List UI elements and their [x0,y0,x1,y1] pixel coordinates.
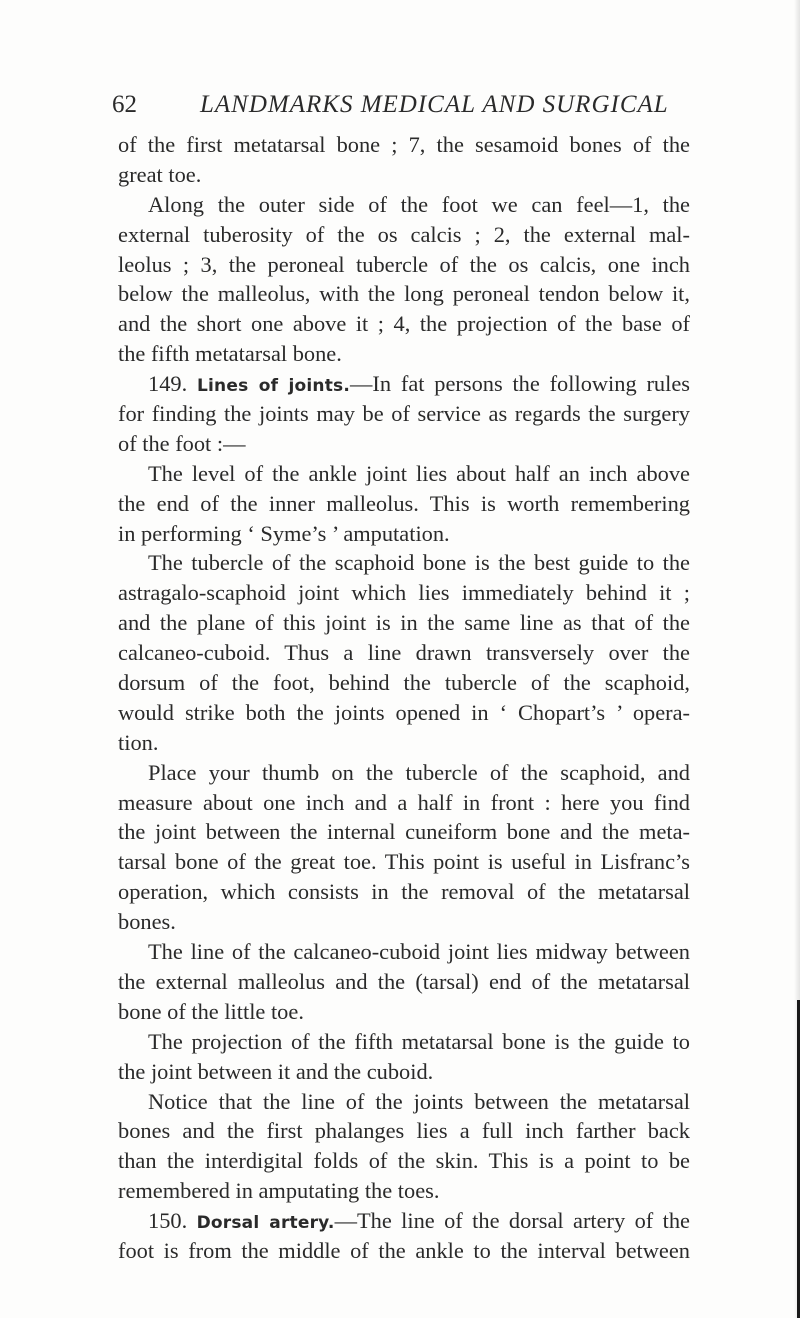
text-line [118,399,690,429]
text-line [118,728,690,758]
line-text: bones. [118,909,176,935]
text-line [118,160,690,190]
text-line [118,698,690,728]
text-line [118,788,690,818]
text-line [118,130,690,160]
line-text: remembered in amputating the toes. [118,1178,440,1204]
section-heading: Lines of joints. [196,376,351,397]
text-line [118,817,690,847]
line-text: calcaneo-cuboid. Thus a line drawn transversely over the [118,640,690,666]
line-text: operation, which consists in the removal of the metatarsal [118,879,690,905]
line-text: The tubercle of the scaphoid bone is the best guide to the [148,550,690,576]
section-number: 150. [148,1208,188,1234]
line-text: bones and the first phalanges lies a full inch farther back [118,1118,690,1144]
text-line [118,489,690,519]
line-text: bone of the little toe. [118,998,304,1024]
line-text: of the first metatarsal bone ; 7, the sesamoid bones of the [118,132,690,157]
line-text: the joint between it and the cuboid. [118,1058,434,1084]
line-text: dorsum of the foot, behind the tubercle of the scaphoid, [118,670,690,696]
text-line [118,429,690,459]
line-text: great toe. [118,161,202,187]
text-line [118,279,690,309]
line-text: Place your thumb on the tubercle of the scaphoid, and [148,759,690,785]
text-line [118,1027,690,1057]
section-number: 149. [148,371,188,397]
line-text: tarsal bone of the great toe. This point is useful in Lisfranc’s [118,849,690,875]
text-line [118,339,690,369]
text-line [118,668,690,698]
line-text: tion. [118,729,159,755]
text-line [118,1206,690,1236]
line-text: The level of the ankle joint lies about half an inch above [148,460,690,486]
text-line [118,877,690,907]
line-text: for finding the joints may be of service as regards the surgery [118,401,690,427]
running-head [112,88,672,122]
text-line [118,250,690,280]
line-text: The line of the calcaneo-cuboid joint lies midway between [148,939,690,965]
line-text: —In fat persons the following rules [350,371,690,397]
line-text: the fifth metatarsal bone. [118,341,342,367]
text-line [118,1116,690,1146]
line-text: and the short one above it ; 4, the projection of the base of [118,311,690,337]
line-text: than the interdigital folds of the skin. This is a point to be [118,1148,690,1174]
line-text: external tuberosity of the os calcis ; 2, the external mal- [118,221,690,247]
body-text [118,130,690,1266]
line-text: foot is from the middle of the ankle to the interval between [118,1237,690,1263]
text-line [118,309,690,339]
line-text: Notice that the line of the joints between the metatarsal [148,1088,690,1114]
running-title: LANDMARKS MEDICAL AND SURGICAL [200,91,669,118]
text-line [118,220,690,250]
text-line [118,369,690,399]
text-line [118,638,690,668]
text-line [118,1176,690,1206]
text-line [118,548,690,578]
section-heading: Dorsal artery. [196,1213,335,1234]
text-line [118,907,690,937]
text-line [118,1057,690,1087]
line-text: —The line of the dorsal artery of the [334,1208,690,1234]
text-line [118,847,690,877]
line-text: the joint between the internal cuneiform bone and the meta- [118,819,690,845]
line-text: in performing ‘ Syme’s ’ amputation. [118,520,450,546]
text-line [118,997,690,1027]
text-line [118,967,690,997]
text-line [118,578,690,608]
line-text: astragalo-scaphoid joint which lies immediately behind it ; [118,580,690,606]
text-line [118,190,690,220]
text-line [118,459,690,489]
line-text: and the plane of this joint is in the same line as that of the [118,610,690,636]
line-text: the end of the inner malleolus. This is worth remembering [118,490,690,516]
text-line [118,608,690,638]
line-text: The projection of the fifth metatarsal bone is the guide to [148,1028,690,1054]
line-text: would strike both the joints opened in ‘ Chopart’s ’ opera- [118,699,690,725]
text-line [118,758,690,788]
line-text: leolus ; 3, the peroneal tubercle of the os calcis, one inch [118,251,690,277]
page-number: 62 [112,91,137,118]
text-line [118,1087,690,1117]
line-text: of the foot :— [118,430,246,456]
line-text: measure about one inch and a half in front : here you find [118,789,690,815]
text-line [118,519,690,549]
text-line [118,937,690,967]
line-text: below the malleolus, with the long peroneal tendon below it, [118,281,690,307]
line-text: Along the outer side of the foot we can feel—1, the [148,191,690,217]
text-line [118,1146,690,1176]
text-line [118,1236,690,1266]
line-text: the external malleolus and the (tarsal) end of the metatarsal [118,968,690,994]
